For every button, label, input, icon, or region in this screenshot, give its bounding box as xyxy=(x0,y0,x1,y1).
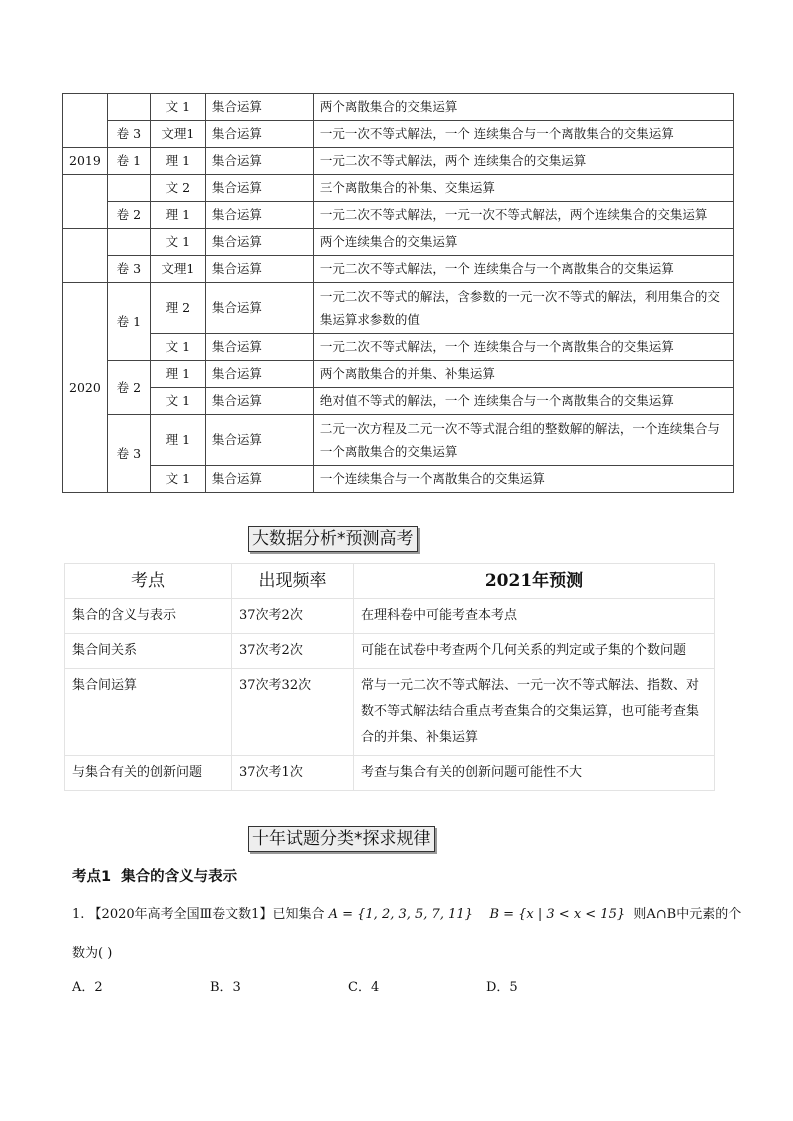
ke-cell: 文 1 xyxy=(150,229,205,256)
desc-cell: 两个离散集合的交集运算 xyxy=(313,94,733,121)
frequency-cell: 37次考2次 xyxy=(232,634,354,669)
desc-cell: 一个连续集合与一个离散集合的交集运算 xyxy=(313,466,733,493)
desc-cell: 二元一次方程及二元一次不等式混合组的整数解的解法，一个连续集合与一个离散集合的交集运算 xyxy=(313,415,733,466)
kaodian-cell: 与集合有关的创新问题 xyxy=(65,756,232,791)
desc-cell: 一元二次不等式的解法，含参数的一元一次不等式的解法，利用集合的交集运算求参数的值 xyxy=(313,283,733,334)
banner-ten-year-classification: 十年试题分类*探求规律 xyxy=(248,826,435,852)
kaodian-cell: 集合间运算 xyxy=(65,669,232,756)
topic-cell: 集合运算 xyxy=(205,388,313,415)
option-d: D．5 xyxy=(486,980,518,995)
ke-cell: 理 1 xyxy=(150,415,205,466)
desc-cell: 两个连续集合的交集运算 xyxy=(313,229,733,256)
ke-cell: 理 2 xyxy=(150,283,205,334)
year-cell: 2019 xyxy=(63,148,108,175)
exam-history-table xyxy=(62,93,734,493)
topic-cell: 集合运算 xyxy=(205,94,313,121)
juan-cell: 卷 3 xyxy=(107,256,150,283)
option-b: B．3 xyxy=(210,980,241,995)
desc-cell: 一元二次不等式解法，一个 连续集合与一个离散集合的交集运算 xyxy=(313,334,733,361)
ke-cell: 文 1 xyxy=(150,388,205,415)
desc-cell: 一元二次不等式解法，两个 连续集合的交集运算 xyxy=(313,148,733,175)
topic-cell: 集合运算 xyxy=(205,121,313,148)
question-source: 【2020年高考全国Ⅲ卷文数1】已知集合 xyxy=(88,907,325,922)
year-cell xyxy=(63,94,108,148)
question-1-line1 xyxy=(72,904,741,926)
topic-cell: 集合运算 xyxy=(205,229,313,256)
kaodian-cell: 集合的含义与表示 xyxy=(65,599,232,634)
desc-cell: 绝对值不等式的解法，一个 连续集合与一个离散集合的交集运算 xyxy=(313,388,733,415)
topic-cell: 集合运算 xyxy=(205,361,313,388)
juan-cell xyxy=(107,94,150,121)
question-tail: 则A∩B中元素的个 xyxy=(633,907,742,922)
section-label: 考点1 xyxy=(72,869,112,885)
year-cell xyxy=(63,175,108,229)
juan-cell: 卷 3 xyxy=(107,415,150,493)
kaodian-cell: 集合间关系 xyxy=(65,634,232,669)
juan-cell: 卷 2 xyxy=(107,361,150,415)
ke-cell: 理 1 xyxy=(150,148,205,175)
topic-cell: 集合运算 xyxy=(205,466,313,493)
desc-cell: 两个离散集合的并集、补集运算 xyxy=(313,361,733,388)
year-cell: 2020 xyxy=(63,283,108,493)
desc-cell: 一元二次不等式解法，一元一次不等式解法，两个连续集合的交集运算 xyxy=(313,202,733,229)
ke-cell: 文 2 xyxy=(150,175,205,202)
prediction-cell: 考查与集合有关的创新问题可能性不大 xyxy=(354,756,715,791)
topic-cell: 集合运算 xyxy=(205,283,313,334)
topic-cell: 集合运算 xyxy=(205,202,313,229)
juan-cell: 卷 3 xyxy=(107,121,150,148)
ke-cell: 文理1 xyxy=(150,121,205,148)
topic-cell: 集合运算 xyxy=(205,148,313,175)
juan-cell xyxy=(107,175,150,202)
topic-cell: 集合运算 xyxy=(205,334,313,361)
set-a: A = {1, 2, 3, 5, 7, 11} xyxy=(328,907,473,922)
ke-cell: 理 1 xyxy=(150,361,205,388)
prediction-cell: 在理科卷中可能考查本考点 xyxy=(354,599,715,634)
juan-cell xyxy=(107,229,150,256)
desc-cell: 三个离散集合的补集、交集运算 xyxy=(313,175,733,202)
topic-cell: 集合运算 xyxy=(205,256,313,283)
set-b: B = {x | 3 < x < 15} xyxy=(489,907,626,922)
year-cell xyxy=(63,229,108,283)
option-a: A．2 xyxy=(72,980,103,995)
juan-cell: 卷 2 xyxy=(107,202,150,229)
desc-cell: 一元一次不等式解法，一个 连续集合与一个离散集合的交集运算 xyxy=(313,121,733,148)
frequency-cell: 37次考1次 xyxy=(232,756,354,791)
juan-cell: 卷 1 xyxy=(107,283,150,361)
header-frequency: 出现频率 xyxy=(232,564,354,599)
ke-cell: 文 1 xyxy=(150,94,205,121)
prediction-table xyxy=(64,563,715,791)
prediction-cell: 常与一元二次不等式解法、一元一次不等式解法、指数、对数不等式解法结合重点考查集合的交集运算，也可能考查集合的并集、补集运算 xyxy=(354,669,715,756)
ke-cell: 文理1 xyxy=(150,256,205,283)
prediction-cell: 可能在试卷中考查两个几何关系的判定或子集的个数问题 xyxy=(354,634,715,669)
header-prediction: 2021年预测 xyxy=(354,564,715,599)
section-heading xyxy=(72,865,237,886)
banner-big-data-analysis: 大数据分析*预测高考 xyxy=(248,526,418,552)
question-number: 1. xyxy=(72,907,85,922)
section-title: 集合的含义与表示 xyxy=(121,869,238,885)
frequency-cell: 37次考2次 xyxy=(232,599,354,634)
topic-cell: 集合运算 xyxy=(205,415,313,466)
ke-cell: 理 1 xyxy=(150,202,205,229)
option-c: C．4 xyxy=(348,980,380,995)
juan-cell: 卷 1 xyxy=(107,148,150,175)
question-1-line2: 数为( ) xyxy=(72,946,113,961)
header-kaodian: 考点 xyxy=(65,564,232,599)
frequency-cell: 37次考32次 xyxy=(232,669,354,756)
ke-cell: 文 1 xyxy=(150,466,205,493)
ke-cell: 文 1 xyxy=(150,334,205,361)
desc-cell: 一元二次不等式解法，一个 连续集合与一个离散集合的交集运算 xyxy=(313,256,733,283)
topic-cell: 集合运算 xyxy=(205,175,313,202)
